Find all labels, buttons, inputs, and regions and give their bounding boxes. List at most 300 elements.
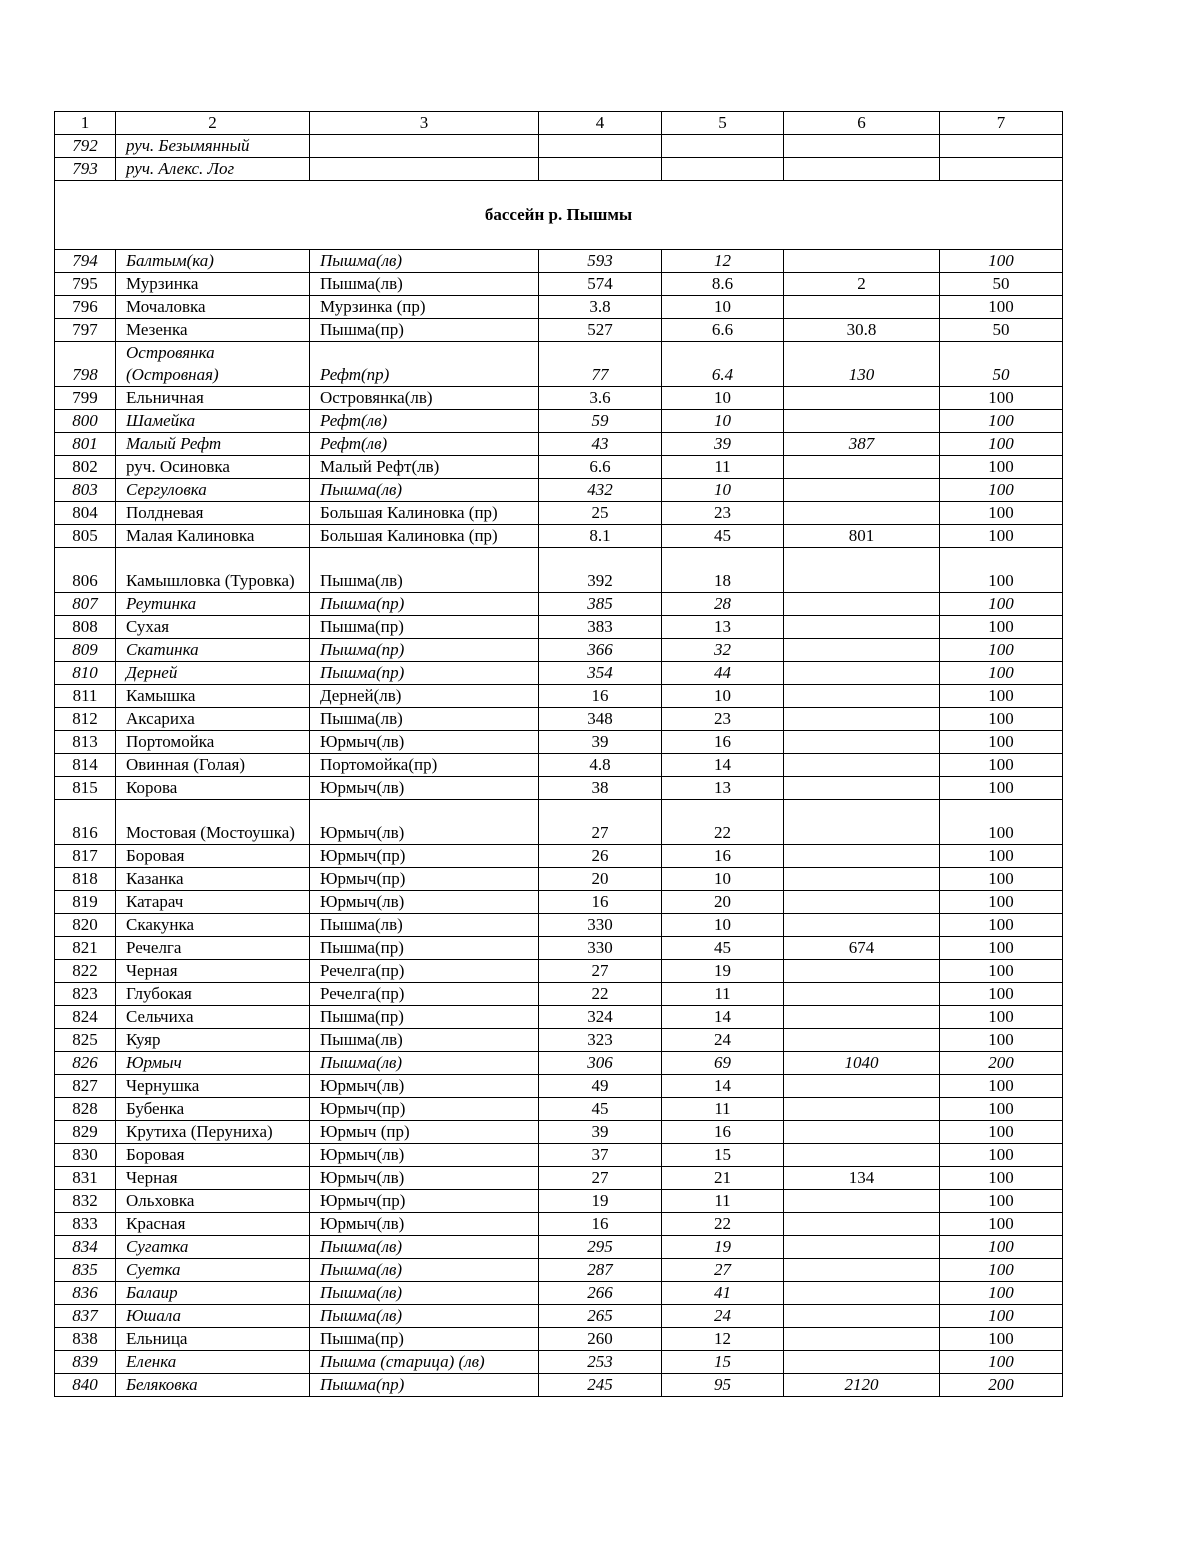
tributary-of: Юрмыч(лв) <box>310 731 539 754</box>
table-row <box>55 1213 1063 1236</box>
table-row <box>55 135 1063 158</box>
table-row <box>55 983 1063 1006</box>
river-name: Боровая <box>116 845 310 868</box>
river-name: руч. Осиновка <box>116 456 310 479</box>
table-row <box>55 1190 1063 1213</box>
value-col-7: 100 <box>940 1328 1063 1351</box>
river-name: Черная <box>116 1167 310 1190</box>
tributary-of: Речелга(пр) <box>310 960 539 983</box>
value-col-6 <box>784 1190 940 1213</box>
river-name: Ельница <box>116 1328 310 1351</box>
value-col-4: 354 <box>539 662 662 685</box>
row-number: 830 <box>55 1144 116 1167</box>
value-col-7: 100 <box>940 1305 1063 1328</box>
value-col-6 <box>784 1282 940 1305</box>
value-col-5: 15 <box>662 1351 784 1374</box>
value-col-7: 100 <box>940 479 1063 502</box>
value-col-4: 8.1 <box>539 525 662 548</box>
value-col-5: 13 <box>662 616 784 639</box>
value-col-5: 10 <box>662 868 784 891</box>
row-number: 797 <box>55 319 116 342</box>
value-col-7: 100 <box>940 914 1063 937</box>
value-col-6 <box>784 158 940 181</box>
value-col-5 <box>662 135 784 158</box>
row-number: 801 <box>55 433 116 456</box>
value-col-4: 348 <box>539 708 662 731</box>
row-number: 806 <box>55 548 116 593</box>
value-col-5: 19 <box>662 960 784 983</box>
value-col-4: 527 <box>539 319 662 342</box>
value-col-5: 10 <box>662 685 784 708</box>
value-col-5: 32 <box>662 639 784 662</box>
tributary-of: Пышма(лв) <box>310 548 539 593</box>
value-col-6 <box>784 868 940 891</box>
river-name: Красная <box>116 1213 310 1236</box>
tributary-of: Пышма(пр) <box>310 319 539 342</box>
value-col-6 <box>784 845 940 868</box>
value-col-6 <box>784 1098 940 1121</box>
table-row <box>55 685 1063 708</box>
table-row <box>55 502 1063 525</box>
value-col-6 <box>784 479 940 502</box>
value-col-6: 1040 <box>784 1052 940 1075</box>
tributary-of: Дерней(лв) <box>310 685 539 708</box>
value-col-5: 14 <box>662 754 784 777</box>
tributary-of: Пышма(пр) <box>310 1006 539 1029</box>
value-col-5: 22 <box>662 800 784 845</box>
row-number: 825 <box>55 1029 116 1052</box>
river-name: Куяр <box>116 1029 310 1052</box>
value-col-4: 59 <box>539 410 662 433</box>
row-number: 794 <box>55 250 116 273</box>
river-name: Балаир <box>116 1282 310 1305</box>
value-col-7: 100 <box>940 1075 1063 1098</box>
value-col-4: 16 <box>539 891 662 914</box>
value-col-5: 10 <box>662 914 784 937</box>
value-col-5: 10 <box>662 387 784 410</box>
value-col-4: 260 <box>539 1328 662 1351</box>
value-col-4: 383 <box>539 616 662 639</box>
row-number: 818 <box>55 868 116 891</box>
tributary-of: Юрмыч(пр) <box>310 1190 539 1213</box>
value-col-6 <box>784 616 940 639</box>
value-col-6 <box>784 639 940 662</box>
river-name: Дерней <box>116 662 310 685</box>
tributary-of: Пышма(пр) <box>310 616 539 639</box>
value-col-4: 25 <box>539 502 662 525</box>
river-name: Беляковка <box>116 1374 310 1397</box>
value-col-6 <box>784 708 940 731</box>
rivers-table <box>54 111 1063 1397</box>
value-col-4: 39 <box>539 731 662 754</box>
table-row <box>55 777 1063 800</box>
tributary-of: Юрмыч(лв) <box>310 777 539 800</box>
row-number: 802 <box>55 456 116 479</box>
value-col-7: 100 <box>940 983 1063 1006</box>
river-name: Шамейка <box>116 410 310 433</box>
value-col-4: 306 <box>539 1052 662 1075</box>
tributary-of: Пышма(лв) <box>310 479 539 502</box>
table-row <box>55 1006 1063 1029</box>
value-col-4: 37 <box>539 1144 662 1167</box>
tributary-of: Пышма(лв) <box>310 1052 539 1075</box>
row-number: 796 <box>55 296 116 319</box>
river-name: Островянка (Островная) <box>116 342 310 387</box>
column-number-4: 4 <box>539 112 662 135</box>
value-col-7: 100 <box>940 1006 1063 1029</box>
tributary-of: Юрмыч (пр) <box>310 1121 539 1144</box>
tributary-of: Пышма(пр) <box>310 593 539 616</box>
value-col-4: 77 <box>539 342 662 387</box>
table-row <box>55 1121 1063 1144</box>
value-col-7: 100 <box>940 1144 1063 1167</box>
value-col-4: 287 <box>539 1259 662 1282</box>
tributary-of: Рефт(лв) <box>310 410 539 433</box>
column-number-5: 5 <box>662 112 784 135</box>
value-col-6 <box>784 891 940 914</box>
value-col-5: 16 <box>662 731 784 754</box>
table-row <box>55 845 1063 868</box>
value-col-6: 674 <box>784 937 940 960</box>
value-col-6 <box>784 1305 940 1328</box>
value-col-7: 100 <box>940 616 1063 639</box>
value-col-6 <box>784 387 940 410</box>
value-col-4: 27 <box>539 1167 662 1190</box>
tributary-of: Юрмыч(пр) <box>310 868 539 891</box>
value-col-5: 16 <box>662 1121 784 1144</box>
tributary-of: Большая Калиновка (пр) <box>310 502 539 525</box>
value-col-4 <box>539 135 662 158</box>
table-row <box>55 639 1063 662</box>
row-number: 832 <box>55 1190 116 1213</box>
value-col-6: 2120 <box>784 1374 940 1397</box>
table-row <box>55 479 1063 502</box>
value-col-7: 200 <box>940 1052 1063 1075</box>
river-name: Сергуловка <box>116 479 310 502</box>
value-col-4: 265 <box>539 1305 662 1328</box>
row-number: 815 <box>55 777 116 800</box>
value-col-4: 27 <box>539 960 662 983</box>
row-number: 811 <box>55 685 116 708</box>
value-col-5: 20 <box>662 891 784 914</box>
value-col-7: 50 <box>940 319 1063 342</box>
river-name: Мурзинка <box>116 273 310 296</box>
river-name: Ольховка <box>116 1190 310 1213</box>
value-col-4: 6.6 <box>539 456 662 479</box>
row-number: 798 <box>55 342 116 387</box>
column-number-3: 3 <box>310 112 539 135</box>
value-col-7: 100 <box>940 1121 1063 1144</box>
value-col-6 <box>784 410 940 433</box>
river-name: Мочаловка <box>116 296 310 319</box>
table-row <box>55 937 1063 960</box>
table-row <box>55 158 1063 181</box>
value-col-7: 100 <box>940 296 1063 319</box>
value-col-6 <box>784 593 940 616</box>
value-col-4: 39 <box>539 1121 662 1144</box>
river-name: Бубенка <box>116 1098 310 1121</box>
row-number: 809 <box>55 639 116 662</box>
value-col-6: 2 <box>784 273 940 296</box>
value-col-6 <box>784 800 940 845</box>
value-col-5: 11 <box>662 983 784 1006</box>
value-col-6 <box>784 456 940 479</box>
value-col-5: 44 <box>662 662 784 685</box>
tributary-of: Пышма (старица) (лв) <box>310 1351 539 1374</box>
value-col-5: 10 <box>662 296 784 319</box>
river-name: руч. Алекс. Лог <box>116 158 310 181</box>
value-col-7: 100 <box>940 777 1063 800</box>
value-col-6 <box>784 250 940 273</box>
table-row <box>55 800 1063 845</box>
value-col-4: 4.8 <box>539 754 662 777</box>
value-col-6 <box>784 1121 940 1144</box>
value-col-7: 50 <box>940 273 1063 296</box>
table-row <box>55 548 1063 593</box>
row-number: 792 <box>55 135 116 158</box>
value-col-5: 95 <box>662 1374 784 1397</box>
tributary-of: Юрмыч(лв) <box>310 1144 539 1167</box>
value-col-7: 100 <box>940 1167 1063 1190</box>
value-col-7: 100 <box>940 891 1063 914</box>
value-col-6 <box>784 983 940 1006</box>
value-col-6: 134 <box>784 1167 940 1190</box>
value-col-4: 385 <box>539 593 662 616</box>
table-row <box>55 433 1063 456</box>
value-col-5: 22 <box>662 1213 784 1236</box>
table-row <box>55 410 1063 433</box>
value-col-7: 100 <box>940 456 1063 479</box>
river-name: Скакунка <box>116 914 310 937</box>
section-title: бассейн р. Пышмы <box>55 181 1063 250</box>
value-col-4: 22 <box>539 983 662 1006</box>
row-number: 813 <box>55 731 116 754</box>
value-col-4: 593 <box>539 250 662 273</box>
table-row <box>55 1144 1063 1167</box>
row-number: 829 <box>55 1121 116 1144</box>
river-name: Мостовая (Мостоушка) <box>116 800 310 845</box>
row-number: 840 <box>55 1374 116 1397</box>
value-col-4: 45 <box>539 1098 662 1121</box>
value-col-5: 12 <box>662 250 784 273</box>
value-col-6 <box>784 685 940 708</box>
tributary-of: Юрмыч(лв) <box>310 891 539 914</box>
table-row <box>55 662 1063 685</box>
tributary-of: Пышма(лв) <box>310 1305 539 1328</box>
table-row <box>55 1029 1063 1052</box>
row-number: 824 <box>55 1006 116 1029</box>
row-number: 793 <box>55 158 116 181</box>
row-number: 836 <box>55 1282 116 1305</box>
value-col-6 <box>784 135 940 158</box>
tributary-of <box>310 158 539 181</box>
value-col-7: 100 <box>940 868 1063 891</box>
table-row <box>55 319 1063 342</box>
tributary-of: Мурзинка (пр) <box>310 296 539 319</box>
river-name: Камышловка (Туровка) <box>116 548 310 593</box>
value-col-4: 324 <box>539 1006 662 1029</box>
river-name: Чернушка <box>116 1075 310 1098</box>
river-name: Малый Рефт <box>116 433 310 456</box>
value-col-4: 19 <box>539 1190 662 1213</box>
tributary-of: Пышма(лв) <box>310 273 539 296</box>
table-row <box>55 1328 1063 1351</box>
river-name: Суетка <box>116 1259 310 1282</box>
value-col-7: 100 <box>940 410 1063 433</box>
row-number: 839 <box>55 1351 116 1374</box>
table-row <box>55 342 1063 387</box>
table-row <box>55 1305 1063 1328</box>
river-name: Мезенка <box>116 319 310 342</box>
value-col-6 <box>784 777 940 800</box>
row-number: 828 <box>55 1098 116 1121</box>
tributary-of: Юрмыч(пр) <box>310 845 539 868</box>
value-col-7: 100 <box>940 800 1063 845</box>
tributary-of: Портомойка(пр) <box>310 754 539 777</box>
table-row <box>55 593 1063 616</box>
value-col-6 <box>784 296 940 319</box>
tributary-of: Пышма(пр) <box>310 1374 539 1397</box>
value-col-6 <box>784 1351 940 1374</box>
table-row <box>55 273 1063 296</box>
value-col-6: 801 <box>784 525 940 548</box>
value-col-6 <box>784 1006 940 1029</box>
column-number-7: 7 <box>940 112 1063 135</box>
value-col-4: 266 <box>539 1282 662 1305</box>
value-col-6 <box>784 502 940 525</box>
value-col-6 <box>784 1144 940 1167</box>
value-col-5: 6.4 <box>662 342 784 387</box>
value-col-7: 100 <box>940 685 1063 708</box>
value-col-5: 23 <box>662 502 784 525</box>
value-col-4 <box>539 158 662 181</box>
table-row <box>55 616 1063 639</box>
river-name: Боровая <box>116 1144 310 1167</box>
table-row <box>55 914 1063 937</box>
value-col-4: 392 <box>539 548 662 593</box>
value-col-4: 245 <box>539 1374 662 1397</box>
value-col-5: 13 <box>662 777 784 800</box>
value-col-5: 6.6 <box>662 319 784 342</box>
tributary-of: Пышма(лв) <box>310 1029 539 1052</box>
value-col-5: 21 <box>662 1167 784 1190</box>
value-col-7: 100 <box>940 387 1063 410</box>
value-col-5: 24 <box>662 1029 784 1052</box>
tributary-of: Островянка(лв) <box>310 387 539 410</box>
column-number-header <box>55 112 1063 135</box>
table-row <box>55 1167 1063 1190</box>
river-name: Портомойка <box>116 731 310 754</box>
value-col-4: 323 <box>539 1029 662 1052</box>
value-col-5: 19 <box>662 1236 784 1259</box>
river-name: Реутинка <box>116 593 310 616</box>
value-col-5: 14 <box>662 1006 784 1029</box>
table-row <box>55 1236 1063 1259</box>
row-number: 831 <box>55 1167 116 1190</box>
river-name: руч. Безымянный <box>116 135 310 158</box>
table-row <box>55 1075 1063 1098</box>
tributary-of: Юрмыч(лв) <box>310 1075 539 1098</box>
value-col-4: 16 <box>539 1213 662 1236</box>
tributary-of: Пышма(лв) <box>310 1236 539 1259</box>
value-col-7: 100 <box>940 1213 1063 1236</box>
value-col-7: 100 <box>940 1190 1063 1213</box>
row-number: 817 <box>55 845 116 868</box>
value-col-6: 30.8 <box>784 319 940 342</box>
row-number: 827 <box>55 1075 116 1098</box>
value-col-5: 69 <box>662 1052 784 1075</box>
row-number: 804 <box>55 502 116 525</box>
value-col-7: 100 <box>940 845 1063 868</box>
tributary-of: Пышма(лв) <box>310 1259 539 1282</box>
table-row <box>55 296 1063 319</box>
value-col-4: 574 <box>539 273 662 296</box>
value-col-5: 45 <box>662 937 784 960</box>
value-col-5: 8.6 <box>662 273 784 296</box>
value-col-6 <box>784 1259 940 1282</box>
value-col-7: 100 <box>940 1351 1063 1374</box>
row-number: 810 <box>55 662 116 685</box>
tributary-of: Пышма(лв) <box>310 250 539 273</box>
row-number: 800 <box>55 410 116 433</box>
value-col-5: 11 <box>662 456 784 479</box>
row-number: 808 <box>55 616 116 639</box>
value-col-6 <box>784 1213 940 1236</box>
value-col-7: 100 <box>940 593 1063 616</box>
value-col-7: 100 <box>940 708 1063 731</box>
table-row <box>55 250 1063 273</box>
value-col-5: 11 <box>662 1190 784 1213</box>
value-col-6 <box>784 1075 940 1098</box>
value-col-5: 12 <box>662 1328 784 1351</box>
value-col-5: 28 <box>662 593 784 616</box>
value-col-4: 27 <box>539 800 662 845</box>
value-col-6 <box>784 731 940 754</box>
value-col-6 <box>784 1236 940 1259</box>
value-col-6: 387 <box>784 433 940 456</box>
river-name: Малая Калиновка <box>116 525 310 548</box>
value-col-7: 100 <box>940 639 1063 662</box>
river-name: Овинная (Голая) <box>116 754 310 777</box>
value-col-4: 366 <box>539 639 662 662</box>
value-col-5: 10 <box>662 410 784 433</box>
value-col-7: 100 <box>940 502 1063 525</box>
table-row <box>55 1259 1063 1282</box>
table-row <box>55 525 1063 548</box>
value-col-7: 100 <box>940 548 1063 593</box>
table-row <box>55 387 1063 410</box>
tributary-of: Пышма(лв) <box>310 708 539 731</box>
value-col-5: 16 <box>662 845 784 868</box>
value-col-7: 200 <box>940 1374 1063 1397</box>
river-name: Скатинка <box>116 639 310 662</box>
tributary-of: Юрмыч(лв) <box>310 1167 539 1190</box>
row-number: 820 <box>55 914 116 937</box>
value-col-6 <box>784 662 940 685</box>
table-row <box>55 456 1063 479</box>
table-row <box>55 731 1063 754</box>
row-number: 837 <box>55 1305 116 1328</box>
tributary-of: Пышма(пр) <box>310 639 539 662</box>
river-name: Аксариха <box>116 708 310 731</box>
value-col-4: 43 <box>539 433 662 456</box>
river-name: Глубокая <box>116 983 310 1006</box>
tributary-of: Пышма(лв) <box>310 914 539 937</box>
value-col-7: 100 <box>940 250 1063 273</box>
value-col-7: 100 <box>940 1029 1063 1052</box>
row-number: 834 <box>55 1236 116 1259</box>
value-col-7: 100 <box>940 731 1063 754</box>
